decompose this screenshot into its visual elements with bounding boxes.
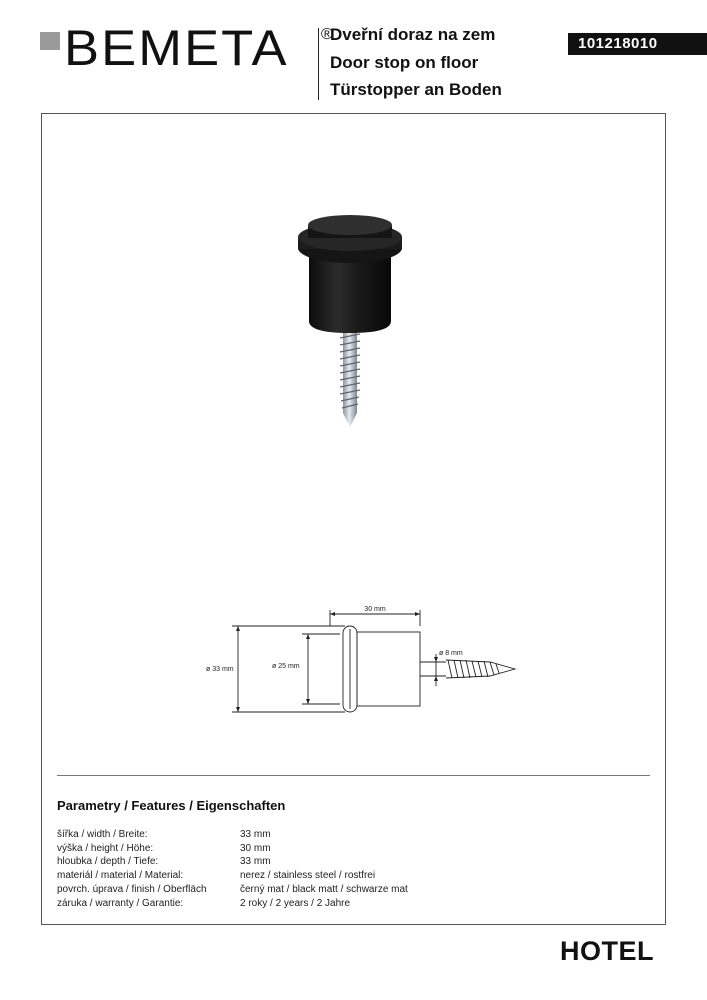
feature-value: 30 mm xyxy=(240,842,271,854)
feature-label: výška / height / Höhe: xyxy=(57,842,154,854)
features-table xyxy=(57,828,408,910)
feature-value: černý mat / black matt / schwarze mat xyxy=(240,883,408,895)
registered-mark: ® xyxy=(321,26,333,43)
feature-label: povrch. úprava / finish / Oberfläch xyxy=(57,883,207,895)
logo-wordmark: BEMETA xyxy=(64,20,289,76)
feature-row xyxy=(57,869,408,883)
title-czech: Dveřní doraz na zem xyxy=(330,25,496,44)
section-divider xyxy=(57,775,650,776)
feature-row xyxy=(57,883,408,897)
feature-row xyxy=(57,828,408,842)
feature-row xyxy=(57,855,408,869)
feature-label: šířka / width / Breite: xyxy=(57,829,148,840)
feature-row xyxy=(57,897,408,911)
segment-label: HOTEL xyxy=(560,936,654,966)
product-photo xyxy=(292,213,416,433)
title-english: Door stop on floor xyxy=(330,53,479,72)
feature-value: 33 mm xyxy=(240,856,271,868)
title-german: Türstopper an Boden xyxy=(330,80,502,99)
outer-diameter-label: ø 33 mm xyxy=(206,666,234,673)
feature-value: nerez / stainless steel / rostfrei xyxy=(240,870,376,882)
product-code: 101218010 xyxy=(568,33,707,55)
stopper-body xyxy=(298,215,402,333)
screw-illustration xyxy=(340,323,360,427)
feature-label: materiál / material / Material: xyxy=(57,870,184,882)
feature-row xyxy=(57,842,408,856)
technical-drawing xyxy=(190,600,530,730)
header-divider xyxy=(318,28,319,100)
feature-label: záruka / warranty / Garantie: xyxy=(57,897,184,909)
screw-diameter-label: ø 8 mm xyxy=(439,650,463,657)
features-heading: Parametry / Features / Eigenschaften xyxy=(57,798,286,813)
feature-label: hloubka / depth / Tiefe: xyxy=(57,856,159,868)
logo-square-mark xyxy=(40,32,60,50)
brand-logo xyxy=(40,20,333,76)
feature-value: 33 mm xyxy=(240,829,271,840)
feature-value: 2 roky / 2 years / 2 Jahre xyxy=(240,897,351,909)
inner-diameter-label: ø 25 mm xyxy=(272,663,300,670)
width-dimension-label: 30 mm xyxy=(364,606,386,613)
